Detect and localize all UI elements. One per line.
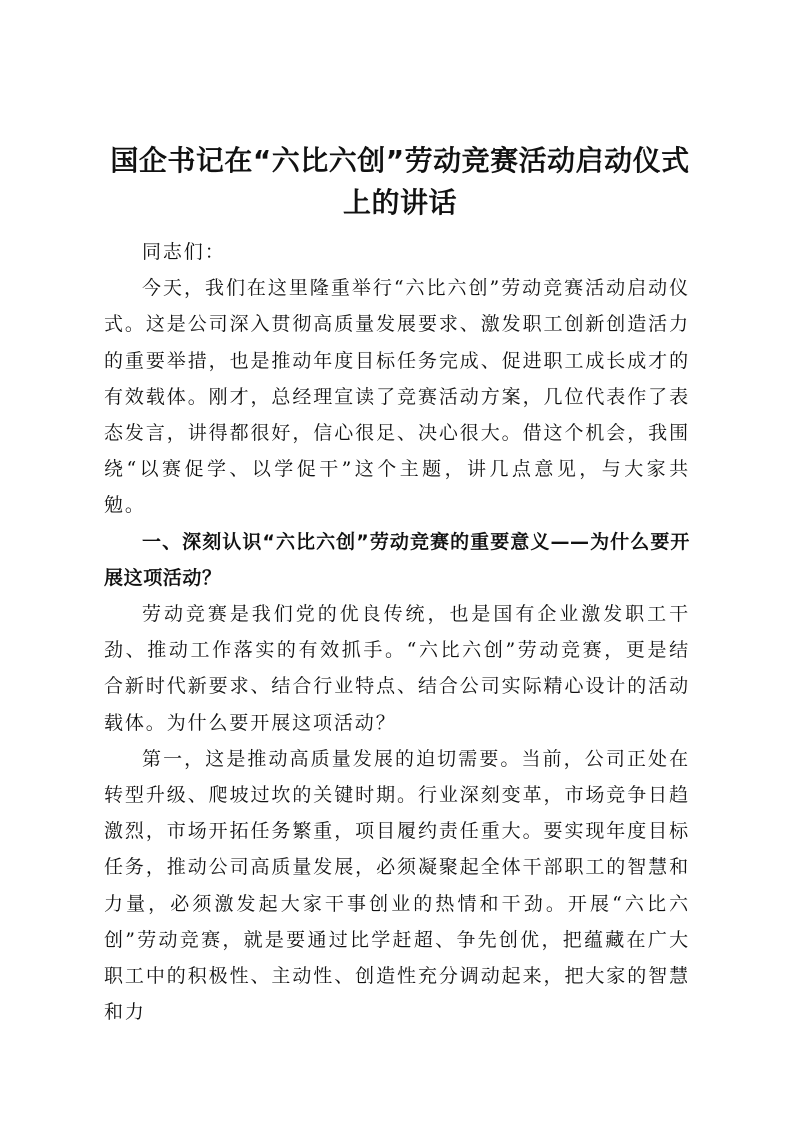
- document-title: 国企书记在“六比六创”劳动竞赛活动启动仪式上的讲话: [110, 144, 690, 219]
- salutation: 同志们：: [142, 241, 226, 263]
- document-body: [104, 234, 690, 1030]
- body-paragraph: 第一，这是推动高质量发展的迫切需要。当前，公司正处在转型升级、爬坡过坎的关键时期。行业深刻变革，市场竞争日趋激烈，市场开拓任务繁重，项目履约责任重大。要实现年度目标任务，推动公司高质量发展，必须凝聚起全体干部职工的智慧和力量，必须激发起大家干事创业的热情和干劲。开展“六比六创”劳动竞赛，就是要通过比学赶超、争先创优，把蕴藏在广大职工中的积极性、主动性、创造性充分调动起来，把大家的智慧和力: [104, 747, 690, 1024]
- section-heading: 一、深刻认识“六比六创”劳动竞赛的重要意义——为什么要开展这项活动？: [104, 530, 690, 589]
- body-paragraph: 今天，我们在这里隆重举行“六比六创”劳动竞赛活动启动仪式。这是公司深入贯彻高质量发展要求、激发职工创新创造活力的重要举措，也是推动年度目标任务完成、促进职工成长成才的有效载体。刚才，总经理宣读了竞赛活动方案，几位代表作了表态发言，讲得都很好，信心很足、决心很大。借这个机会，我围绕“以赛促学、以学促干”这个主题，讲几点意见，与大家共勉。: [104, 277, 690, 517]
- body-paragraph: 劳动竞赛是我们党的优良传统，也是国有企业激发职工干劲、推动工作落实的有效抓手。“六比六创”劳动竞赛，更是结合新时代新要求、结合行业特点、结合公司实际精心设计的活动载体。为什么要开展这项活动？: [104, 603, 690, 734]
